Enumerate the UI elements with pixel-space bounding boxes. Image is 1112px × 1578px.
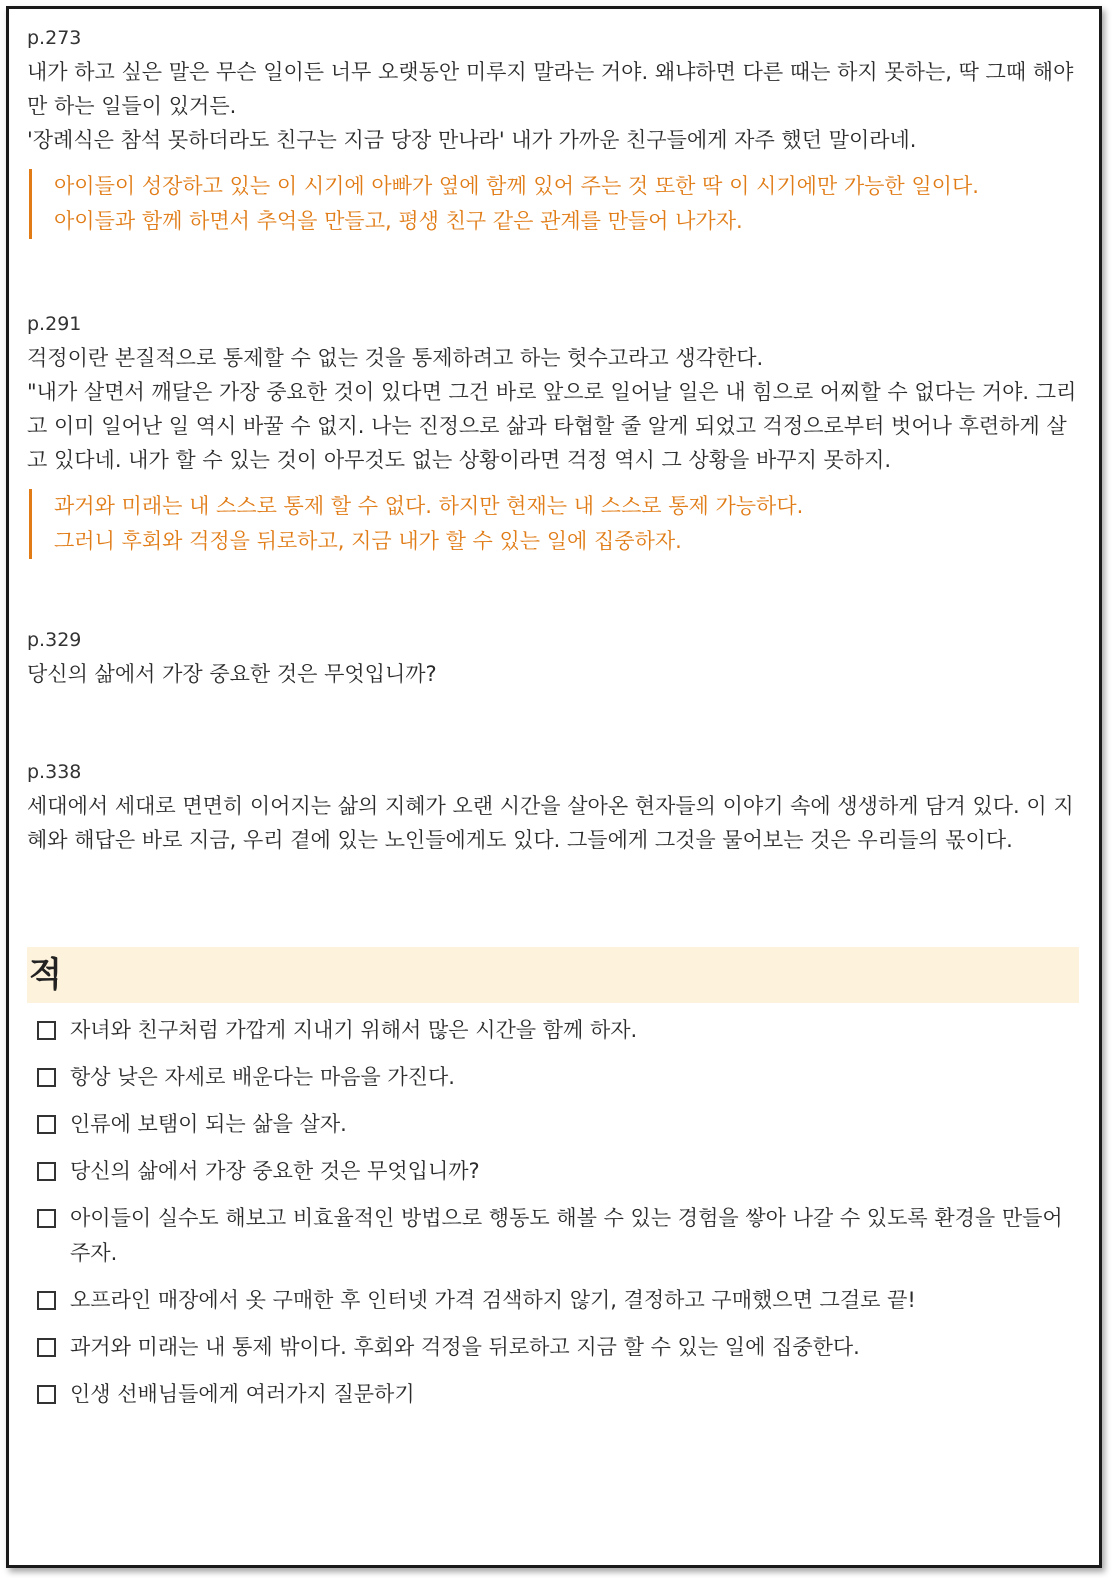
- checklist-item: [27, 1154, 1079, 1189]
- quote-line: 과거와 미래는 내 스스로 통제 할 수 없다. 하지만 현재는 내 스스로 통제 가능하다.: [54, 494, 804, 518]
- paragraph: 걱정이란 본질적으로 통제할 수 없는 것을 통제하려고 하는 헛수고라고 생각한다.: [27, 346, 764, 370]
- section-p329: [27, 623, 1079, 691]
- page-ref: p.273: [27, 27, 82, 49]
- section-p338: [27, 755, 1079, 857]
- checklist-item-text: 오프라인 매장에서 옷 구매한 후 인터넷 가격 검색하지 않기, 결정하고 구매했으면 그걸로 끝!: [70, 1288, 916, 1312]
- section-p273: [27, 21, 1079, 239]
- quote-line: 그러니 후회와 걱정을 뒤로하고, 지금 내가 할 수 있는 일에 집중하자.: [54, 529, 682, 553]
- checklist-item-text: 아이들이 실수도 해보고 비효율적인 방법으로 행동도 해볼 수 있는 경험을 쌓아 나갈 수 있도록 환경을 만들어 주자.: [70, 1206, 1063, 1265]
- checklist-item-text: 당신의 삶에서 가장 중요한 것은 무엇입니까?: [70, 1159, 480, 1183]
- document-frame: [6, 6, 1102, 1568]
- checklist-item-text: 인류에 보탬이 되는 삶을 살자.: [70, 1112, 347, 1136]
- page-ref: p.291: [27, 313, 82, 335]
- checklist-item: [27, 1330, 1079, 1365]
- paragraph: 내가 하고 싶은 말은 무슨 일이든 너무 오랫동안 미루지 말라는 거야. 왜냐하면 다른 때는 하지 못하는, 딱 그때 해야만 하는 일들이 있거든.: [27, 60, 1074, 118]
- checklist-item: [27, 1201, 1079, 1271]
- checklist-item: [27, 1013, 1079, 1048]
- paragraph: "내가 살면서 깨달은 가장 중요한 것이 있다면 그건 바로 앞으로 일어날 일은 내 힘으로 어찌할 수 없다는 거야. 그리고 이미 일어난 일 역시 바꿀 수 없지. 나는 진정으로 삶과 타협할 줄 알게 되었고 걱정으로부터 벗어나 후련하게 살고 있다네. 내가 할 수 있는 것이 아무것도 없는 상황이라면 걱정 역시 그 상황을 바꾸지 못하지.: [27, 380, 1077, 472]
- paragraph: 당신의 삶에서 가장 중요한 것은 무엇입니까?: [27, 662, 437, 686]
- checklist-item-text: 자녀와 친구처럼 가깝게 지내기 위해서 많은 시간을 함께 하자.: [70, 1018, 638, 1042]
- checklist-item: [27, 1060, 1079, 1095]
- checklist: [27, 1013, 1079, 1412]
- paragraph: '장례식은 참석 못하더라도 친구는 지금 당장 만나라' 내가 가까운 친구들에게 자주 했던 말이라네.: [27, 128, 917, 152]
- page-ref: p.329: [27, 629, 82, 651]
- page-ref: p.338: [27, 761, 82, 783]
- checklist-item: [27, 1283, 1079, 1318]
- checkbox[interactable]: [37, 1068, 56, 1087]
- paragraph: 세대에서 세대로 면면히 이어지는 삶의 지혜가 오랜 시간을 살아온 현자들의 이야기 속에 생생하게 담겨 있다. 이 지혜와 해답은 바로 지금, 우리 곁에 있는 노인들에게도 있다. 그들에게 그것을 물어보는 것은 우리들의 몫이다.: [27, 794, 1074, 852]
- checkbox[interactable]: [37, 1385, 56, 1404]
- checkbox[interactable]: [37, 1338, 56, 1357]
- highlight-quote: [29, 169, 1079, 239]
- checklist-item-text: 인생 선배님들에게 여러가지 질문하기: [70, 1382, 415, 1406]
- checkbox[interactable]: [37, 1021, 56, 1040]
- checklist-item-text: 항상 낮은 자세로 배운다는 마음을 가진다.: [70, 1065, 455, 1089]
- checkbox[interactable]: [37, 1115, 56, 1134]
- section-heading: 적: [27, 947, 1079, 1003]
- checkbox[interactable]: [37, 1162, 56, 1181]
- checkbox[interactable]: [37, 1209, 56, 1228]
- quote-line: 아이들이 성장하고 있는 이 시기에 아빠가 옆에 함께 있어 주는 것 또한 딱 이 시기에만 가능한 일이다.: [54, 174, 979, 198]
- section-p291: [27, 307, 1079, 559]
- document-content: [27, 21, 1079, 1412]
- quote-line: 아이들과 함께 하면서 추억을 만들고, 평생 친구 같은 관계를 만들어 나가자.: [54, 209, 743, 233]
- checklist-item: [27, 1377, 1079, 1412]
- checklist-item-text: 과거와 미래는 내 통제 밖이다. 후회와 걱정을 뒤로하고 지금 할 수 있는 일에 집중한다.: [70, 1335, 860, 1359]
- highlight-quote: [29, 489, 1079, 559]
- checkbox[interactable]: [37, 1291, 56, 1310]
- checklist-item: [27, 1107, 1079, 1142]
